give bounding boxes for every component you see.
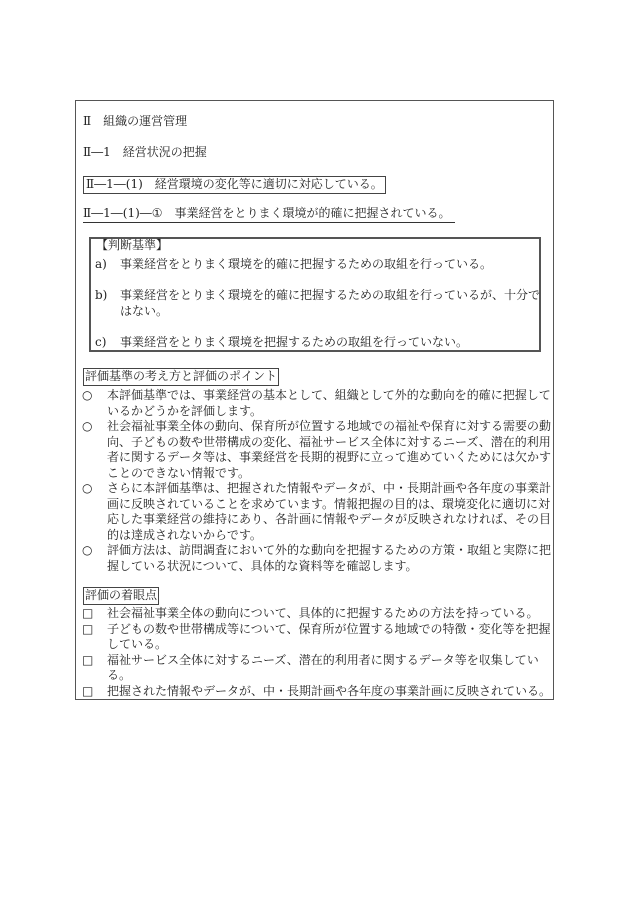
bullet-mark: ○ <box>82 543 93 557</box>
points-label: 評価基準の考え方と評価のポイント <box>83 368 279 386</box>
list-item <box>82 684 551 700</box>
bullet-mark: □ <box>82 621 94 636</box>
list-item-line: 社会福祉事業全体の動向について、具体的に把握するための方法を持っている。 <box>107 606 539 620</box>
list-item <box>82 388 551 419</box>
list-item-line: 事業経営をとりまく環境を的確に把握するための取組を行っているが、十分で <box>120 288 541 302</box>
focus-label: 評価の着眼点 <box>83 587 159 605</box>
list-item-line: る。 <box>107 668 132 682</box>
bullet-mark: b) <box>95 288 108 302</box>
list-item-line: さらに本評価基準は、把握された情報やデータが、中・長期計画や各年度の事業計 <box>107 481 552 495</box>
list-item <box>82 653 539 684</box>
list-item <box>95 335 468 351</box>
list-item-line: 本評価基準では、事業経営の基本として、組織として外的な動向を的確に把握して <box>107 388 551 402</box>
list-item-line: 事業経営をとりまく環境を的確に把握するための取組を行っている。 <box>120 257 493 271</box>
list-item-line: 握している状況について、具体的な資料等を確認します。 <box>107 558 418 573</box>
list-item-line: 画に反映されていることを求めています。情報把握の目的は、環境変化に適切に対 <box>107 496 551 511</box>
bullet-mark: □ <box>82 606 94 620</box>
list-item <box>82 419 551 481</box>
list-item-line: 社会福祉事業全体の動向、保育所が位置する地域での福祉や保育に対する需要の動 <box>107 419 552 433</box>
list-item-line: 向、子どもの数や世帯構成の変化、福祉サービス全体に対するニーズ、潜在的利用 <box>107 434 551 449</box>
list-item-line: 評価方法は、訪問調査において外的な動向を把握するための方策・取組と実際に把 <box>107 543 552 557</box>
list-item-line: している。 <box>107 637 168 651</box>
list-item-line: 的は達成されないからです。 <box>107 527 262 542</box>
list-item-line: 子どもの数や世帯構成等について、保育所が位置する地域での特徴・変化等を把握 <box>107 621 551 636</box>
section-title: Ⅱ 組織の運営管理 <box>83 114 188 128</box>
list-item <box>82 481 551 543</box>
bullet-mark: □ <box>82 652 94 667</box>
item-heading: Ⅱ―1―(1) 経営環境の変化等に適切に対応している。 <box>83 176 386 194</box>
bullet-mark: ○ <box>82 481 93 495</box>
list-item-line: 福祉サービス全体に対するニーズ、潜在的利用者に関するデータ等を収集してい <box>107 652 539 667</box>
bullet-mark: a) <box>95 257 107 271</box>
criterion-heading: Ⅱ―1―(1)―① 事業経営をとりまく環境が的確に把握されている。 <box>83 206 455 223</box>
list-item <box>82 606 539 622</box>
list-item <box>95 288 540 319</box>
subsection-title: Ⅱ―1 経営状況の把握 <box>83 145 207 159</box>
list-item-line: はない。 <box>120 303 169 318</box>
list-item-line: 者に関するデータ等は、事業経営を長期的視野に立って進めていくためには欠かす <box>107 450 552 464</box>
list-item <box>82 543 551 574</box>
list-item <box>82 622 551 653</box>
list-item-line: いるかどうかを評価します。 <box>107 403 263 418</box>
list-item-line: ことのできない情報です。 <box>107 465 251 480</box>
bullet-mark: c) <box>95 334 107 349</box>
list-item <box>95 257 492 273</box>
bullet-mark: □ <box>82 683 94 698</box>
list-item-line: 把握された情報やデータが、中・長期計画や各年度の事業計画に反映されている。 <box>107 683 552 698</box>
list-item-line: 応した事業経営の維持にあり、各計画に情報やデータが反映されなければ、その目 <box>107 512 552 526</box>
bullet-mark: ○ <box>82 388 93 402</box>
judgment-label: 【判断基準】 <box>96 238 169 252</box>
list-item-line: 事業経営をとりまく環境を把握するための取組を行っていない。 <box>120 334 469 349</box>
bullet-mark: ○ <box>82 419 93 433</box>
